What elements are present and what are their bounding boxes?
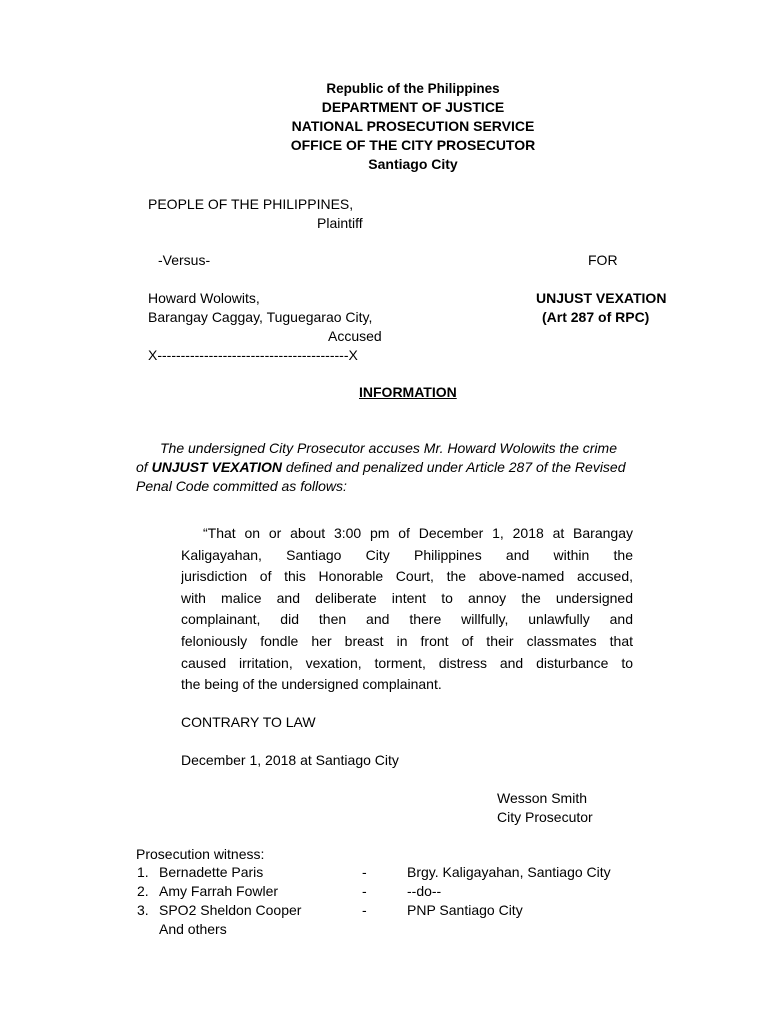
contrary-to-law: CONTRARY TO LAW xyxy=(181,714,316,730)
header-office: OFFICE OF THE CITY PROSECUTOR xyxy=(290,137,536,153)
allegation-line: jurisdiction of this Honorable Court, the above-named accused, xyxy=(181,568,633,585)
witness-others: And others xyxy=(159,921,227,937)
document-header xyxy=(0,79,768,174)
document-title: INFORMATION xyxy=(359,384,457,400)
for-label: FOR xyxy=(588,252,618,268)
witness-name: Bernadette Paris xyxy=(159,864,264,880)
witness-address: PNP Santiago City xyxy=(407,902,523,918)
header-service: NATIONAL PROSECUTION SERVICE xyxy=(291,118,535,134)
versus-label: -Versus- xyxy=(158,252,211,268)
allegation-line: Kaligayahan, Santiago City Philippines and within the xyxy=(181,546,633,563)
witness-number: 1. xyxy=(137,864,149,880)
allegation-line: the being of the undersigned complainant. xyxy=(181,676,442,693)
witness-heading: Prosecution witness: xyxy=(136,846,265,862)
allegation-line: caused irritation, vexation, torment, distress and disturbance to xyxy=(181,654,633,671)
witness-address: --do-- xyxy=(407,883,442,899)
intro-line-2-suffix: defined and penalized under Article 287 of the Revised xyxy=(282,459,626,475)
accused-address: Barangay Caggay, Tuguegarao City, xyxy=(148,309,373,325)
plaintiff-role: Plaintiff xyxy=(317,215,363,231)
witness-dash: - xyxy=(362,902,367,918)
signatory-title: City Prosecutor xyxy=(497,809,593,825)
signatory-name: Wesson Smith xyxy=(497,790,587,806)
intro-line-2-prefix: of xyxy=(136,459,152,475)
allegation-paragraph xyxy=(181,523,633,696)
caption-separator: X-----------------------------------------X xyxy=(148,347,358,363)
intro-paragraph xyxy=(136,439,681,496)
intro-line-2 xyxy=(136,458,681,477)
witness-number: 3. xyxy=(137,902,149,918)
header-republic: Republic of the Philippines xyxy=(326,81,500,96)
accused-role: Accused xyxy=(328,328,382,344)
allegation-line: with malice and deliberate intent to annoy the undersigned xyxy=(181,589,633,606)
plaintiff-name: PEOPLE OF THE PHILIPPINES, xyxy=(148,196,354,212)
witness-number: 2. xyxy=(137,883,149,899)
intro-offense: UNJUST VEXATION xyxy=(151,459,283,475)
witness-name: Amy Farrah Fowler xyxy=(159,883,279,899)
allegation-line: complainant, did then and there willfully, unlawfully and xyxy=(181,611,633,628)
allegation-line: “That on or about 3:00 pm of December 1, 2018 at Barangay xyxy=(203,525,633,541)
intro-line-3: Penal Code committed as follows: xyxy=(136,478,347,494)
intro-line-1: The undersigned City Prosecutor accuses Mr. Howard Wolowits the crime xyxy=(160,440,617,456)
header-city: Santiago City xyxy=(368,156,458,172)
allegation-line: feloniously fondle her breast in front of their classmates that xyxy=(181,632,633,649)
date-line: December 1, 2018 at Santiago City xyxy=(181,752,399,768)
accused-name: Howard Wolowits, xyxy=(148,290,260,306)
header-department: DEPARTMENT OF JUSTICE xyxy=(321,99,505,115)
offense-name: UNJUST VEXATION xyxy=(536,290,667,306)
witness-dash: - xyxy=(362,883,367,899)
offense-reference: (Art 287 of RPC) xyxy=(542,309,650,325)
witness-dash: - xyxy=(362,864,367,880)
witness-address: Brgy. Kaligayahan, Santiago City xyxy=(407,864,611,880)
witness-name: SPO2 Sheldon Cooper xyxy=(159,902,302,918)
